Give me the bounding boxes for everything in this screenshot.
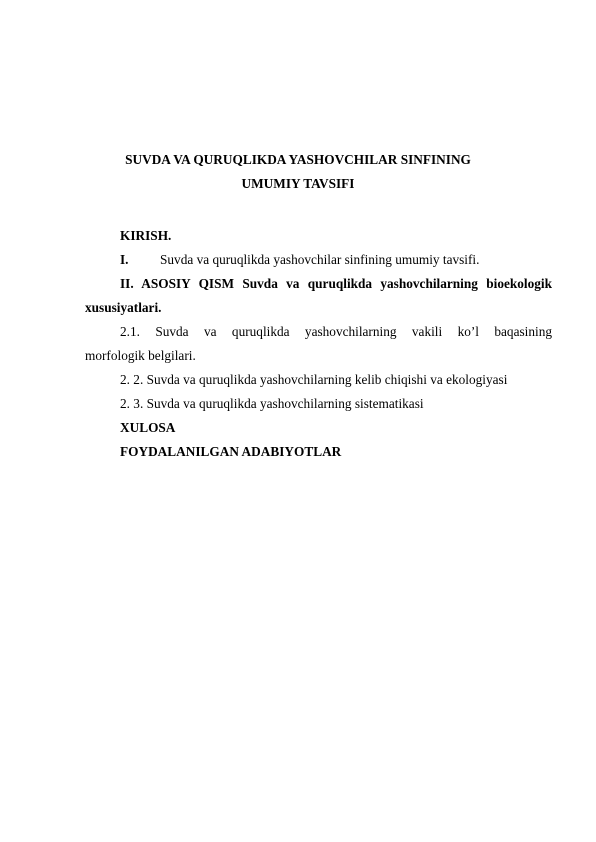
toc-item-1 <box>120 252 479 268</box>
toc-part2-line2: xususiyatlari. <box>85 300 162 315</box>
toc-item-2-1-line1: 2.1. Suvda va quruqlikda yashovchilarning vakili ko’l baqasining <box>120 324 552 339</box>
toc-item-2-1-line2: morfologik belgilari. <box>85 348 196 363</box>
toc-references: FOYDALANILGAN ADABIYOTLAR <box>120 444 342 459</box>
document-title-line1: SUVDA VA QURUQLIKDA YASHOVCHILAR SINFINING <box>125 152 471 167</box>
toc-item-2-2: 2. 2. Suvda va quruqlikda yashovchilarning kelib chiqishi va ekologiyasi <box>120 372 508 387</box>
document-title-line2: UMUMIY TAVSIFI <box>241 176 355 191</box>
toc-item-1-text: Suvda va quruqlikda yashovchilar sinfining umumiy tavsifi. <box>160 252 480 267</box>
toc-conclusion: XULOSA <box>120 420 176 435</box>
toc-part2-line1: II. ASOSIY QISM Suvda va quruqlikda yashovchilarning bioekologik <box>120 276 552 291</box>
toc-item-2-3: 2. 3. Suvda va quruqlikda yashovchilarning sistematikasi <box>120 396 424 411</box>
toc-item-1-number: I. <box>120 252 129 267</box>
toc-intro: KIRISH. <box>120 228 172 243</box>
